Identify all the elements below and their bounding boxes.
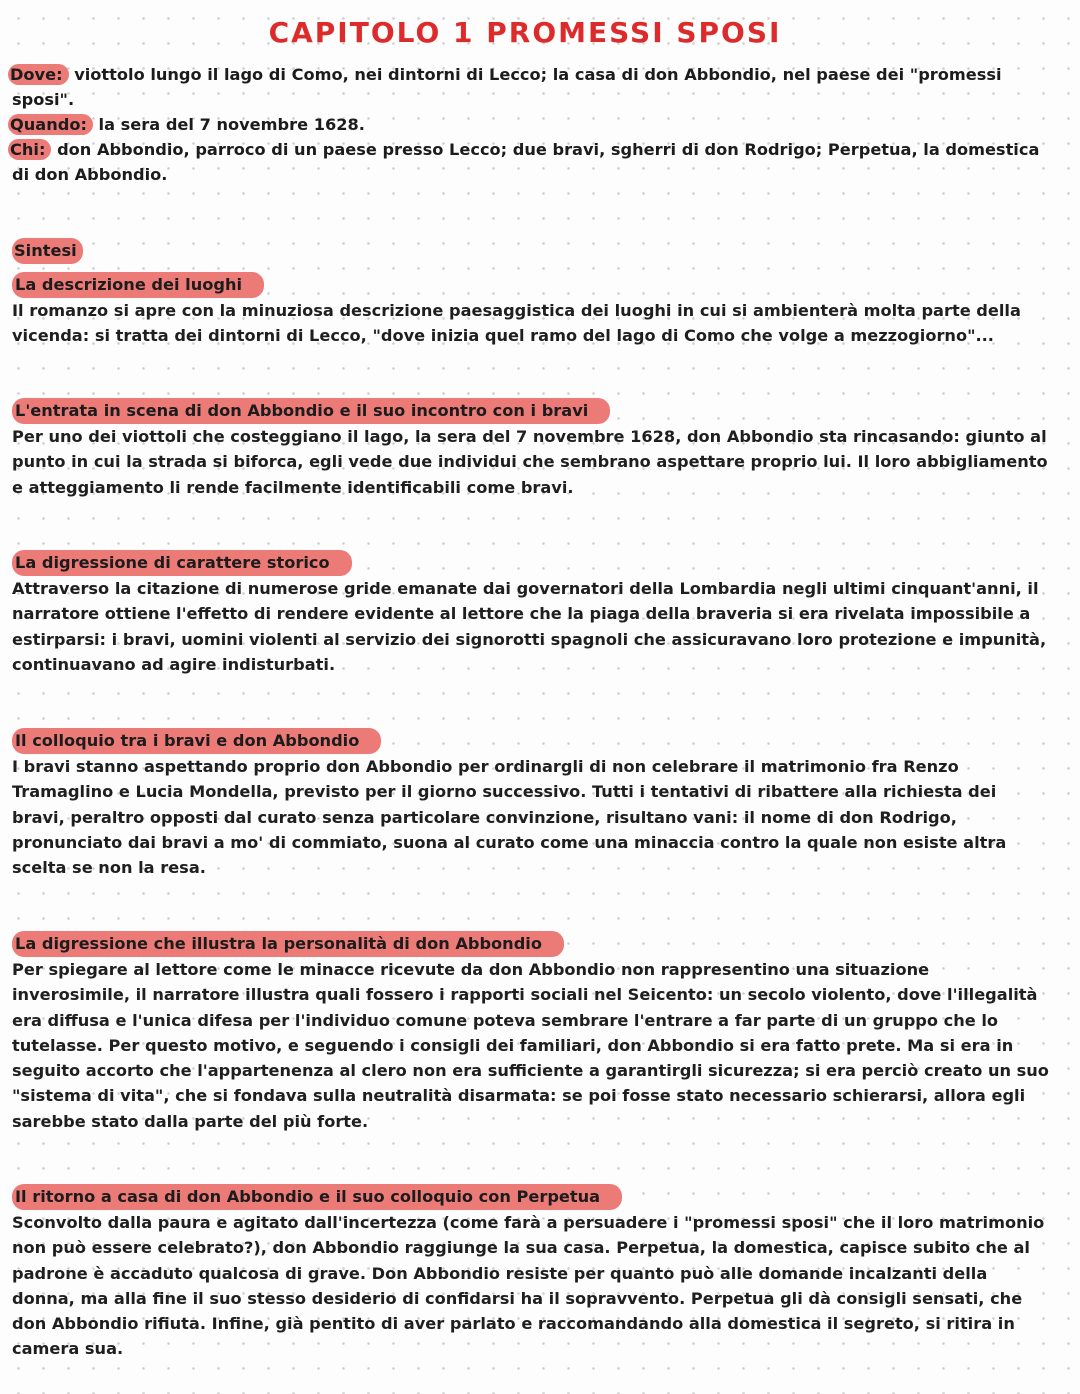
section-personalita — [12, 931, 1052, 1134]
intro-chi — [12, 137, 1052, 187]
sintesi-block — [12, 238, 1052, 264]
section-text: Sconvolto dalla paura e agitato dall'incertezza (come farà a persuadere i "promessi sposi" che il loro matrimonio non può essere celebrato?), don Abbondio raggiunge la sua casa. Perpetua, la domestica, capisce subito che al padrone è accaduto qualcosa di grave. Don Abbondio resiste per quanto può alle domande incalzanti della donna, ma alla fine il suo stesso desiderio di confidarsi ha il sopravvento. Perpetua gli dà consigli sensati, che don Abbondio rifiuta. Infine, già pentito di aver parlato e raccomandando alla domestica il segreto, si ritira in camera sua. — [12, 1213, 1045, 1359]
section-text: Il romanzo si apre con la minuziosa descrizione paesaggistica dei luoghi in cui si ambienterà molta parte della vicenda: si tratta dei dintorni di Lecco, "dove inizia quel ramo del lago di Como che volge a mezzogiorno"... — [12, 301, 1021, 346]
section-heading: La descrizione dei luoghi — [12, 272, 264, 298]
section-luoghi — [12, 272, 1052, 349]
section-colloquio-bravi — [12, 728, 1052, 880]
dove-label: Dove: — [8, 64, 69, 85]
section-text: I bravi stanno aspettando proprio don Abbondio per ordinargli di non celebrare il matrimonio fra Renzo Tramaglino e Lucia Mondella, previsto per il giorno successivo. Tutti i tentativi di ribattere alla richiesta dei bravi, peraltro opposti dal curato senza particolare convinzione, risultano vani: il nome di don Rodrigo, pronunciato dai bravi a mo' di commiato, suona al curato come una minaccia contro la quale non esiste altra scelta se non la resa. — [12, 757, 1007, 878]
section-heading: La digressione di carattere storico — [12, 550, 352, 576]
section-text: Per spiegare al lettore come le minacce ricevute da don Abbondio non rappresentino una situazione inverosimile, il narratore illustra quali fossero i rapporti sociali nel Seicento: un secolo violento, dove l'illegalità era diffusa e l'unica difesa per l'individuo comune poteva sembrare l'entrare a far parte di un gruppo che lo tutelasse. Per questo motivo, e seguendo i consigli dei familiari, don Abbondio si era fatto prete. Ma si era in seguito accorto che l'appartenenza al clero non era sufficiente a garantirgli sicurezza; si era perciò creato un suo "sistema di vita", che si fondava sulla neutralità disarmata: se poi fosse stato necessario schierarsi, allora egli sarebbe stato dalla parte del più forte. — [12, 960, 1049, 1131]
intro-block — [12, 62, 1052, 187]
chi-label: Chi: — [8, 139, 51, 160]
section-heading: La digressione che illustra la personalità di don Abbondio — [12, 931, 564, 957]
chi-text: don Abbondio, parroco di un paese presso Lecco; due bravi, sgherri di don Rodrigo; Perpetua, la domestica di don Abbondio. — [12, 140, 1040, 184]
section-text: Per uno dei viottoli che costeggiano il lago, la sera del 7 novembre 1628, don Abbondio sta rincasando: giunto al punto in cui la strada si biforca, egli vede due individui che sembrano aspettare proprio lui. Il loro abbigliamento e atteggiamento li rende facilmente identificabili come bravi. — [12, 427, 1048, 497]
intro-dove — [12, 62, 1052, 112]
dove-text: viottolo lungo il lago di Como, nei dintorni di Lecco; la casa di don Abbondio, nel paese dei "promessi sposi". — [12, 65, 1002, 109]
section-heading: Il colloquio tra i bravi e don Abbondio — [12, 728, 381, 754]
quando-label: Quando: — [8, 114, 93, 135]
quando-text: la sera del 7 novembre 1628. — [92, 115, 365, 134]
intro-quando — [12, 112, 1052, 137]
section-ritorno-perpetua — [12, 1184, 1052, 1362]
sintesi-label: Sintesi — [12, 238, 83, 264]
section-heading: Il ritorno a casa di don Abbondio e il suo colloquio con Perpetua — [12, 1184, 622, 1210]
page-title: CAPITOLO 1 PROMESSI SPOSI — [268, 16, 782, 49]
section-entrata — [12, 398, 1052, 500]
section-digressione-storica — [12, 550, 1052, 677]
section-heading: L'entrata in scena di don Abbondio e il suo incontro con i bravi — [12, 398, 610, 424]
section-text: Attraverso la citazione di numerose gride emanate dai governatori della Lombardia negli ultimi cinquant'anni, il narratore ottiene l'effetto di rendere evidente al lettore che la piaga della braveria si era rivelata impossibile a estirparsi: i bravi, uomini violenti al servizio dei signorotti spagnoli che assicuravano loro protezione e impunità, continuavano ad agire indisturbati. — [12, 579, 1047, 674]
